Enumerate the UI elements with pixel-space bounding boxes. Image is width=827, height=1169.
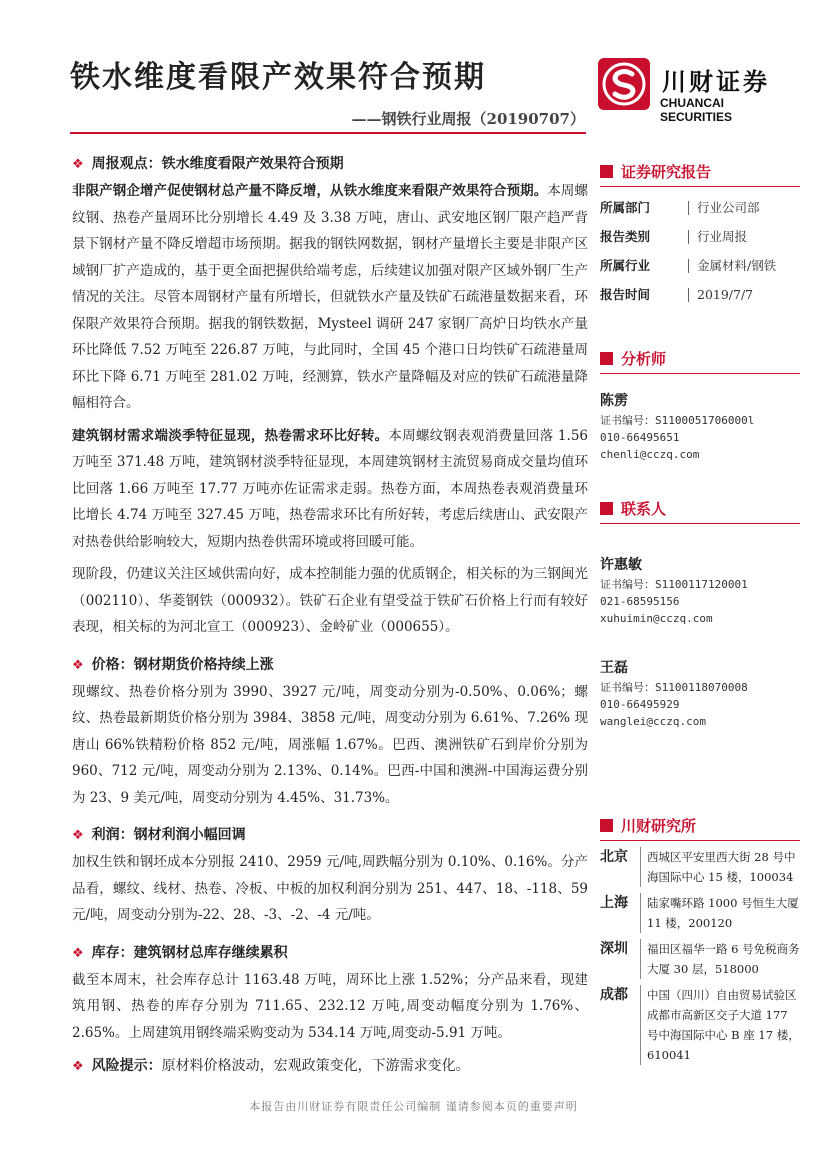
heading-text: 联系人 [621, 500, 667, 518]
paragraph-1-body: 本周螺纹钢、热卷产量周环比分别增长 4.49 及 3.38 万吨，唐山、武安地区钢厂限产趋严背景下钢材产量不降反增超市场预期。据我的钢铁网数据，钢材产量增长主要是非限产区域钢厂扩产造成的，基于更全面把握供给端考虑，后续建议加强对限产区域外钢厂生产情况的关注。尽管本周钢材产量有所增长，但就铁水产量及铁矿石疏港量数据来看，环保限产效果符合预期。据我的钢铁数据，Mysteel 调研 247 家钢厂高炉日均铁水产量环比降低 7.52 万吨至 226.87 万吨，与此同时，全国 45 个港口日均铁矿石疏港量周环比下降 6.71 万吨至 281.02 万吨，经测算，铁水产量降幅及对应的铁矿石疏港量降幅相符合。 [72, 183, 589, 411]
main-content [72, 150, 588, 1080]
report-info-heading [600, 160, 800, 184]
paragraph-2 [72, 423, 588, 556]
sidebar-divider [600, 840, 800, 841]
heading-text: 证券研究报告 [621, 163, 712, 181]
company-logo [598, 58, 788, 124]
meta-value: 2019/7/7 [688, 288, 753, 302]
heading-text: 川财研究所 [621, 817, 697, 835]
office-address: 陆家嘴环路 1000 号恒生大厦 11 楼，200120 [640, 893, 800, 933]
contact-card [600, 657, 800, 730]
sidebar [600, 160, 800, 1065]
diamond-bullet-icon: ❖ [72, 1059, 84, 1074]
section-label: 库存： [91, 944, 134, 961]
logo-s-icon [598, 58, 650, 110]
person-cert: 证书编号：S1100051706000l [600, 414, 755, 427]
footer-disclaimer: 本报告由川财证券有限责任公司编制 谨请参阅本页的重要声明 [249, 1100, 578, 1113]
section-label: 风险提示： [91, 1058, 162, 1074]
person-email[interactable]: chenli@cczq.com [600, 448, 700, 461]
sidebar-divider [600, 523, 800, 524]
paragraph-price: 现螺纹、热卷价格分别为 3990、3927 元/吨，周变动分别为-0.50%、0.06%；螺纹、热卷最新期货价格分别为 3984、3858 元/吨，周变动分别为 6.61%、7.26% 现唐山 66%铁精粉价格 852 元/吨，周涨幅 1.67%。巴西、澳洲铁矿石到岸价分别为 960、712 元/吨，周变动分别为 2.13%、0.14%。巴西-中国和澳洲-中国海运费分别为 23、9 美元/吨，周变动分别为 4.45%、31.73%。 [72, 683, 588, 806]
section-weekly-view [72, 150, 588, 178]
office-city: 深圳 [600, 941, 628, 957]
meta-row [600, 193, 800, 222]
section-risk [72, 1052, 588, 1080]
square-bullet-icon [600, 819, 613, 832]
contact-heading [600, 497, 800, 521]
institute-heading [600, 814, 800, 838]
meta-value: 金属材料/钢铁 [688, 259, 776, 273]
office-city: 上海 [600, 895, 628, 911]
logo-name-cn: 川财证券 [662, 68, 770, 96]
diamond-bullet-icon: ❖ [72, 157, 84, 172]
meta-key: 所属行业 [600, 258, 651, 273]
meta-key: 所属部门 [600, 200, 651, 215]
meta-value: 行业周报 [688, 230, 747, 244]
report-title: 铁水维度看限产效果符合预期 [70, 60, 486, 95]
person-name: 陈雳 [600, 393, 628, 409]
meta-row [600, 222, 800, 251]
meta-key: 报告类别 [600, 229, 651, 244]
office-shenzhen [600, 939, 800, 979]
person-name: 许惠敏 [600, 557, 642, 573]
sidebar-divider [600, 373, 800, 374]
analyst-card [600, 390, 800, 463]
person-email[interactable]: wanglei@cczq.com [600, 715, 706, 728]
person-cert: 证书编号：S1100117120001 [600, 578, 748, 591]
paragraph-3: 现阶段，仍建议关注区域供需向好，成本控制能力强的优质钢企，相关标的为三钢闽光（002110）、华菱钢铁（000932）。铁矿石企业有望受益于铁矿石价格上行而有较好表现，相关标的为河北宣工（000923）、金岭矿业（000655）。 [72, 566, 588, 635]
meta-row [600, 280, 800, 309]
risk-text: 原材料价格波动，宏观政策变化，下游需求变化。 [161, 1058, 470, 1074]
paragraph-2-lead: 建筑钢材需求端淡季特征显现，热卷需求环比好转。 [72, 427, 389, 444]
paragraph-inventory: 截至本周末，社会库存总计 1163.48 万吨，周环比上涨 1.52%；分产品来看，现建筑用钢、热卷的库存分别为 711.65、232.12 万吨,周变动幅度分别为 1.76%、2.65%。上周建筑用钢终端采购变动为 534.14 万吨,周变动-5.91 万吨。 [72, 971, 588, 1041]
section-label: 利润： [91, 827, 134, 843]
report-subtitle: ——钢铁行业周报（20190707） [351, 110, 585, 128]
office-chengdu [600, 985, 800, 1065]
square-bullet-icon [600, 165, 613, 178]
diamond-bullet-icon: ❖ [72, 657, 84, 673]
person-phone: 010-66495929 [600, 698, 680, 711]
heading-text: 分析师 [621, 350, 667, 368]
diamond-bullet-icon: ❖ [72, 945, 84, 961]
square-bullet-icon [600, 352, 613, 365]
meta-value: 行业公司部 [688, 201, 760, 215]
office-address: 中国（四川）自由贸易试验区成都市高新区交子大道 177 号中海国际中心 B 座 17 楼，610041 [640, 985, 800, 1065]
person-email[interactable]: xuhuimin@cczq.com [600, 612, 713, 625]
section-inventory [72, 939, 588, 967]
paragraph-1 [72, 178, 588, 417]
meta-row [600, 251, 800, 280]
section-heading: 钢材期货价格持续上涨 [133, 656, 274, 673]
section-heading: 建筑钢材总库存继续累积 [133, 944, 288, 961]
header-divider [70, 132, 586, 134]
paragraph-profit: 加权生铁和钢坯成本分别报 2410、2959 元/吨,周跌幅分别为 0.10%、0.16%。分产品看，螺纹、线材、热卷、冷板、中板的加权利润分别为 251、447、18、-118、59 元/吨，周变动分别为-22、28、-3、-2、-4 元/吨。 [72, 854, 588, 923]
section-heading: 钢材利润小幅回调 [133, 827, 246, 843]
section-heading: 铁水维度看限产效果符合预期 [161, 156, 344, 172]
section-profit [72, 821, 588, 849]
section-label: 周报观点： [91, 156, 162, 172]
office-beijing [600, 847, 800, 887]
sidebar-divider [600, 186, 800, 187]
person-phone: 010-66495651 [600, 431, 680, 444]
office-city: 北京 [600, 849, 628, 865]
office-city: 成都 [600, 987, 628, 1003]
paragraph-2-body: 本周螺纹钢表观消费量回落 1.56 万吨至 371.48 万吨，建筑钢材淡季特征显现，本周建筑钢材主流贸易商成交量均值环比回落 1.66 万吨至 17.77 万吨亦佐证需求走弱。热卷方面，本周热卷表观消费量环比增长 4.74 万吨至 327.45 万吨，热卷需求环比有所好转，考虑后续唐山、武安限产对热卷供给影响较大，短期内热卷供需环境或将回暖可能。 [72, 427, 588, 550]
person-name: 王磊 [600, 660, 628, 676]
contact-card [600, 554, 800, 627]
person-phone: 021-68595156 [600, 595, 680, 608]
diamond-bullet-icon: ❖ [72, 828, 84, 843]
office-address: 西城区平安里西大街 28 号中海国际中心 15 楼，100034 [640, 847, 800, 887]
square-bullet-icon [600, 502, 613, 515]
paragraph-1-lead: 非限产钢企增产促使钢材总产量不降反增，从铁水维度来看限产效果符合预期。 [72, 183, 548, 199]
office-shanghai [600, 893, 800, 933]
person-cert: 证书编号：S1100118070008 [600, 681, 748, 694]
analyst-heading [600, 347, 800, 371]
section-label: 价格： [91, 656, 134, 673]
section-price [72, 651, 588, 679]
logo-name-en: CHUANCAI SECURITIES [660, 96, 733, 124]
logo-mark-icon [598, 58, 650, 110]
office-address: 福田区福华一路 6 号免税商务大厦 30 层，518000 [640, 939, 800, 979]
meta-key: 报告时间 [600, 287, 651, 302]
